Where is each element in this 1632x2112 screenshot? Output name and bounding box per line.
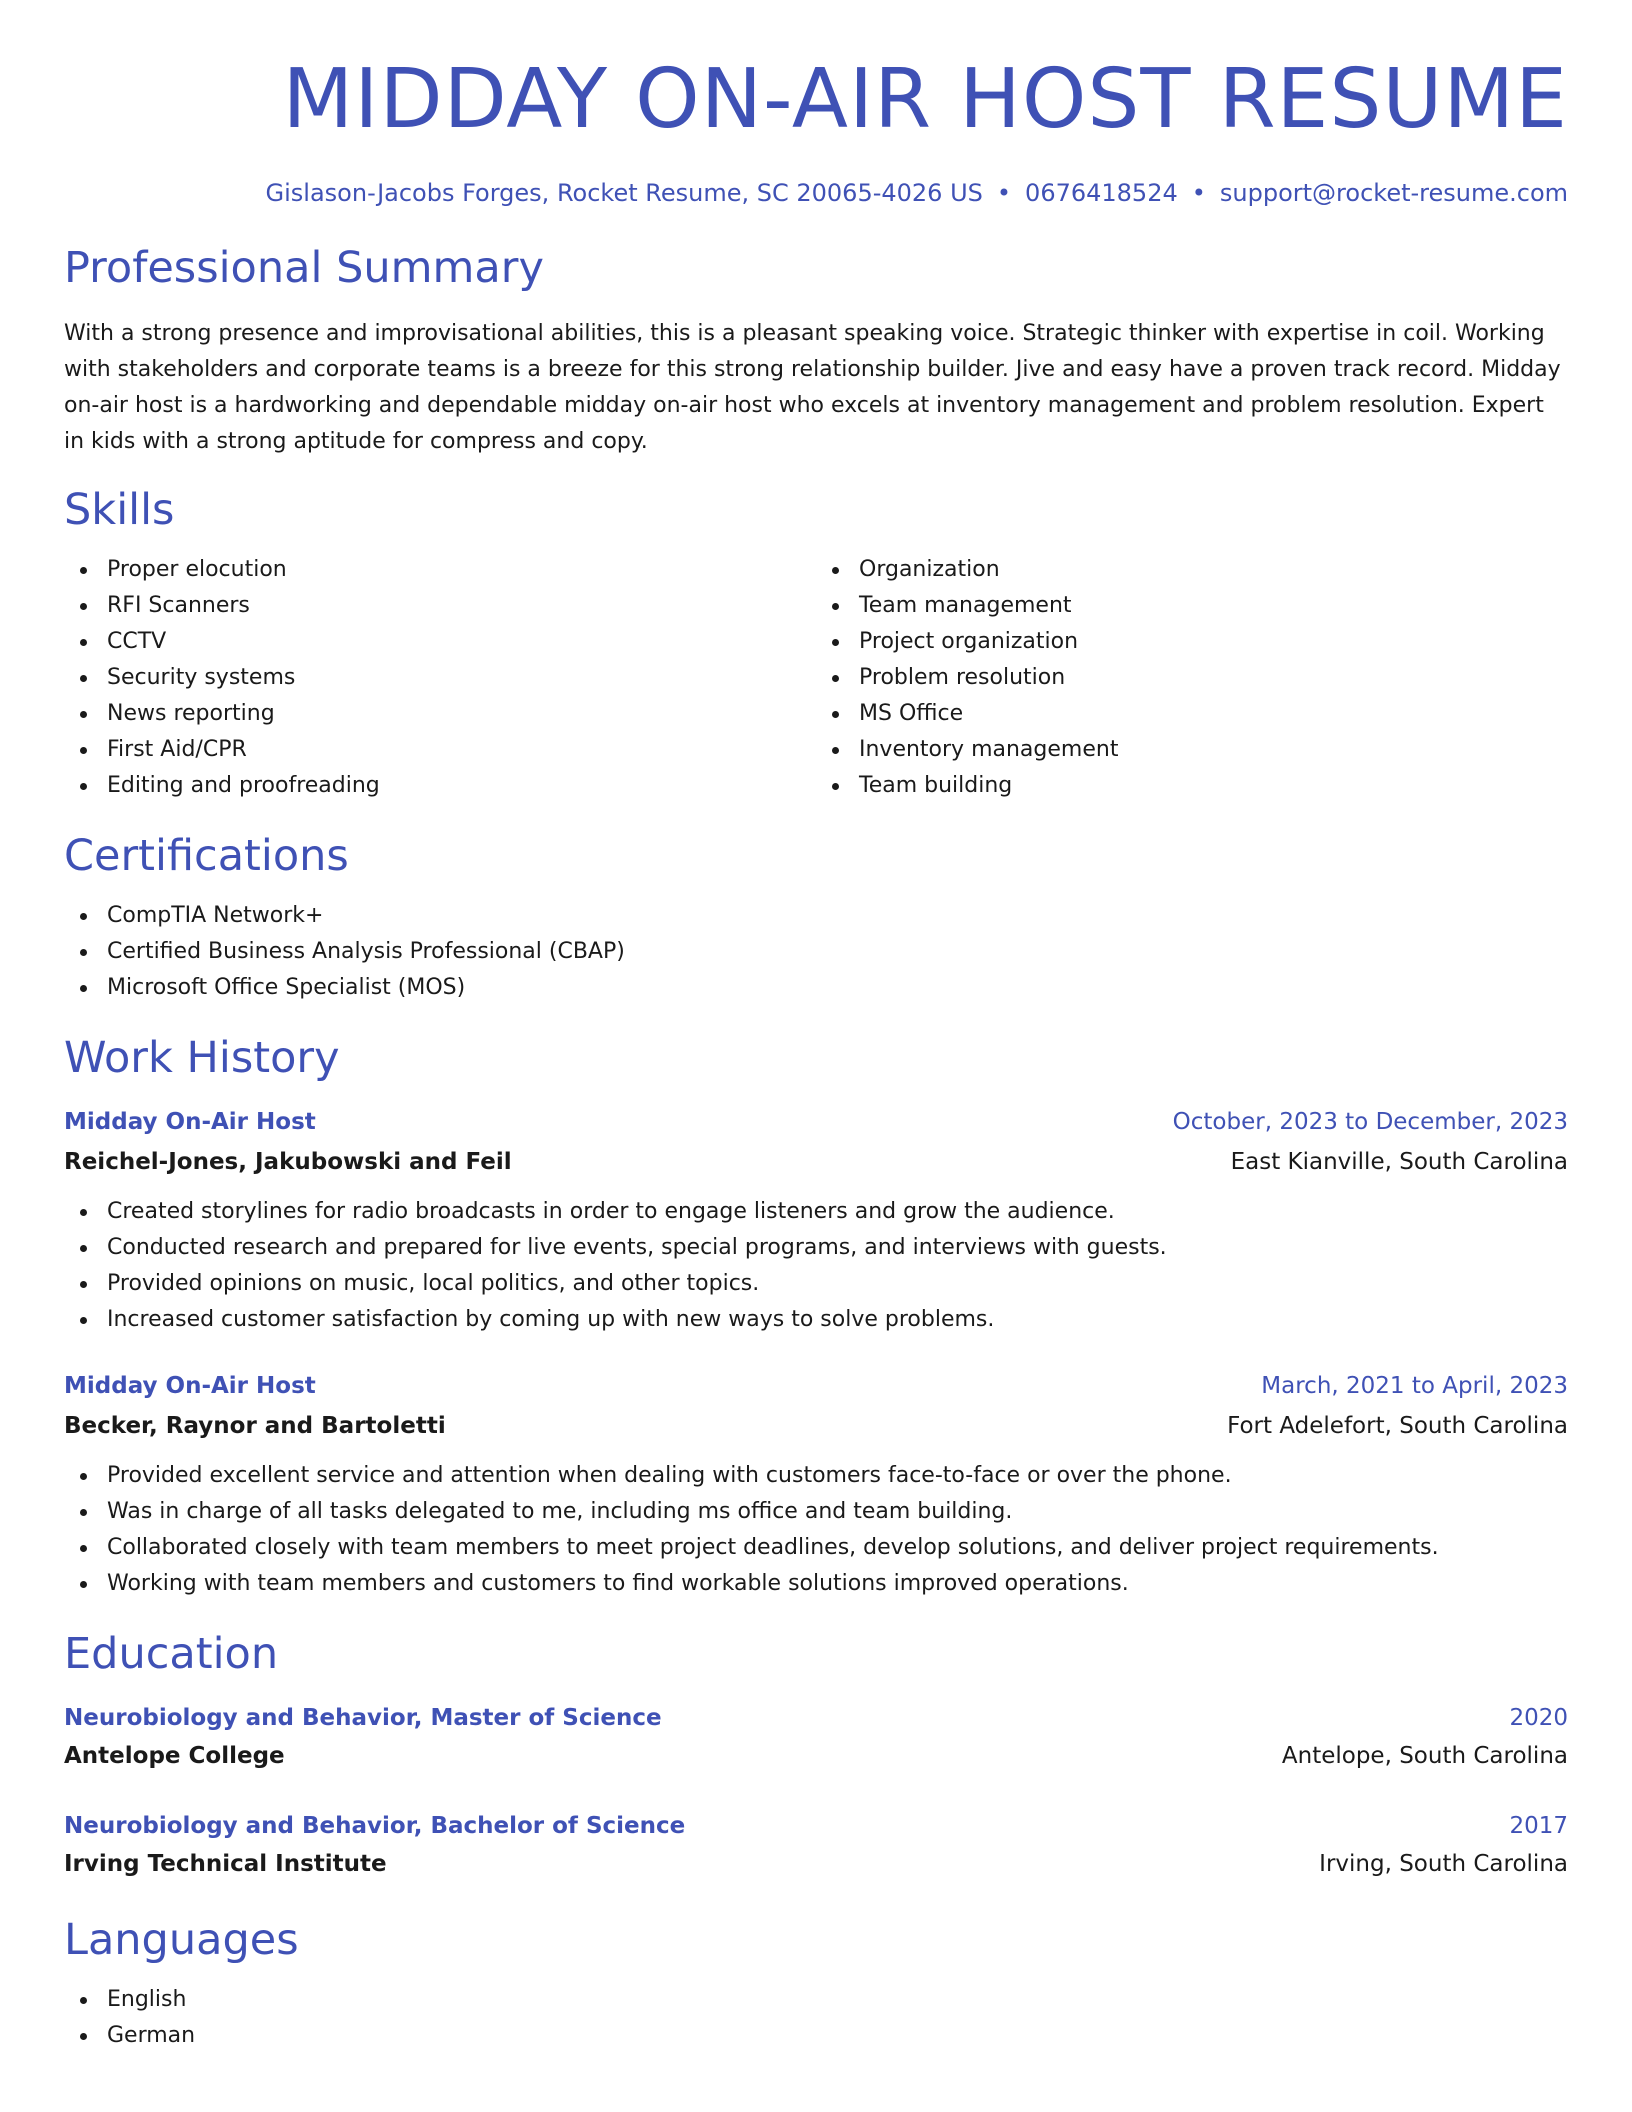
education-degree: Neurobiology and Behavior, Master of Science bbox=[64, 1705, 662, 1731]
certifications-list bbox=[64, 898, 1568, 1006]
job-bullet: Working with team members and customers to find workable solutions improved operations. bbox=[107, 1566, 1568, 1602]
education-degree-row bbox=[64, 1700, 1568, 1736]
job-company-row bbox=[64, 1408, 1568, 1444]
skills-columns bbox=[64, 538, 1568, 804]
contact-separator: • bbox=[1191, 179, 1206, 207]
skills-section bbox=[64, 482, 1568, 804]
education-section bbox=[64, 1626, 1568, 1882]
job-company: Becker, Raynor and Bartoletti bbox=[64, 1413, 446, 1439]
summary-section bbox=[64, 240, 1568, 460]
job-bullet: Increased customer satisfaction by coming up with new ways to solve problems. bbox=[107, 1302, 1568, 1338]
skill-item: Team management bbox=[859, 588, 1568, 624]
job-title-row bbox=[64, 1368, 1568, 1404]
summary-heading: Professional Summary bbox=[64, 243, 544, 293]
education-year: 2017 bbox=[1509, 1813, 1568, 1839]
skill-item: First Aid/CPR bbox=[107, 732, 816, 768]
education-entry bbox=[64, 1700, 1568, 1774]
job-location: East Kianville, South Carolina bbox=[1230, 1149, 1568, 1175]
certifications-section bbox=[64, 828, 1568, 1006]
skill-item: Project organization bbox=[859, 624, 1568, 660]
job-bullets bbox=[64, 1194, 1568, 1338]
job-dates: March, 2021 to April, 2023 bbox=[1261, 1373, 1568, 1399]
job-bullet: Provided excellent service and attention when dealing with customers face-to-face or over the phone. bbox=[107, 1458, 1568, 1494]
languages-section bbox=[64, 1912, 1568, 2054]
job-bullet: Was in charge of all tasks delegated to me, including ms office and team building. bbox=[107, 1494, 1568, 1530]
education-year: 2020 bbox=[1509, 1705, 1568, 1731]
education-degree: Neurobiology and Behavior, Bachelor of Science bbox=[64, 1813, 686, 1839]
certification-item: Microsoft Office Specialist (MOS) bbox=[107, 970, 1568, 1006]
certification-item: Certified Business Analysis Professional (CBAP) bbox=[107, 934, 1568, 970]
job-bullet: Created storylines for radio broadcasts in order to engage listeners and grow the audience. bbox=[107, 1194, 1568, 1230]
skill-item: Problem resolution bbox=[859, 660, 1568, 696]
job-location: Fort Adelefort, South Carolina bbox=[1227, 1413, 1568, 1439]
contact-separator: • bbox=[996, 179, 1012, 207]
skill-item: Team building bbox=[859, 768, 1568, 804]
contact-line bbox=[64, 176, 1568, 210]
job-entry bbox=[64, 1368, 1568, 1602]
skill-item: Editing and proofreading bbox=[107, 768, 816, 804]
job-company: Reichel-Jones, Jakubowski and Feil bbox=[64, 1149, 512, 1175]
education-location: Irving, South Carolina bbox=[1319, 1851, 1568, 1877]
job-bullet: Provided opinions on music, local politics, and other topics. bbox=[107, 1266, 1568, 1302]
skill-item: Security systems bbox=[107, 660, 816, 696]
contact-email: support@rocket-resume.com bbox=[1219, 179, 1568, 207]
skill-item: Organization bbox=[859, 552, 1568, 588]
education-location: Antelope, South Carolina bbox=[1281, 1743, 1568, 1769]
education-school-row bbox=[64, 1846, 1568, 1882]
skills-heading: Skills bbox=[64, 485, 175, 535]
languages-list bbox=[64, 1982, 1568, 2054]
job-title: Midday On-Air Host bbox=[64, 1373, 316, 1399]
education-heading: Education bbox=[64, 1629, 279, 1679]
work-history-section bbox=[64, 1030, 1568, 1602]
contact-address: Gislason-Jacobs Forges, Rocket Resume, SC 20065-4026 US bbox=[265, 179, 983, 207]
job-title-row bbox=[64, 1104, 1568, 1140]
certifications-heading: Certifications bbox=[64, 831, 349, 881]
job-bullet: Conducted research and prepared for live events, special programs, and interviews with guests. bbox=[107, 1230, 1568, 1266]
education-entry bbox=[64, 1808, 1568, 1882]
education-school-row bbox=[64, 1738, 1568, 1774]
skill-item: RFI Scanners bbox=[107, 588, 816, 624]
contact-phone: 0676418524 bbox=[1025, 179, 1178, 207]
skill-item: News reporting bbox=[107, 696, 816, 732]
job-entry bbox=[64, 1104, 1568, 1338]
education-school: Antelope College bbox=[64, 1743, 285, 1769]
job-bullet: Collaborated closely with team members to meet project deadlines, develop solutions, and deliver project requirements. bbox=[107, 1530, 1568, 1566]
skill-item: Proper elocution bbox=[107, 552, 816, 588]
skills-list-right bbox=[816, 552, 1568, 804]
skill-item: CCTV bbox=[107, 624, 816, 660]
skill-item: MS Office bbox=[859, 696, 1568, 732]
job-bullets bbox=[64, 1458, 1568, 1602]
skills-list-left bbox=[64, 552, 816, 804]
work-history-heading: Work History bbox=[64, 1033, 340, 1083]
skill-item: Inventory management bbox=[859, 732, 1568, 768]
education-school: Irving Technical Institute bbox=[64, 1851, 387, 1877]
job-company-row bbox=[64, 1144, 1568, 1180]
certification-item: CompTIA Network+ bbox=[107, 898, 1568, 934]
languages-heading: Languages bbox=[64, 1915, 299, 1965]
job-title: Midday On-Air Host bbox=[64, 1109, 316, 1135]
job-dates: October, 2023 to December, 2023 bbox=[1172, 1109, 1568, 1135]
resume-title: MIDDAY ON-AIR HOST RESUME bbox=[282, 52, 1568, 147]
education-degree-row bbox=[64, 1808, 1568, 1844]
summary-text: With a strong presence and improvisational abilities, this is a pleasant speaking voice. Strategic thinker with expertise in coil. Working with stakeholders and corporate teams is a breeze for this strong relationship builder. Jive and easy have a proven track record. Midday on-air host is a hardworking and dependable midday on-air host who excels at inventory management and problem resolution. Expert in kids with a strong aptitude for compress and copy. bbox=[64, 321, 1561, 454]
language-item: German bbox=[107, 2018, 1568, 2054]
language-item: English bbox=[107, 1982, 1568, 2018]
resume-header bbox=[64, 52, 1568, 210]
